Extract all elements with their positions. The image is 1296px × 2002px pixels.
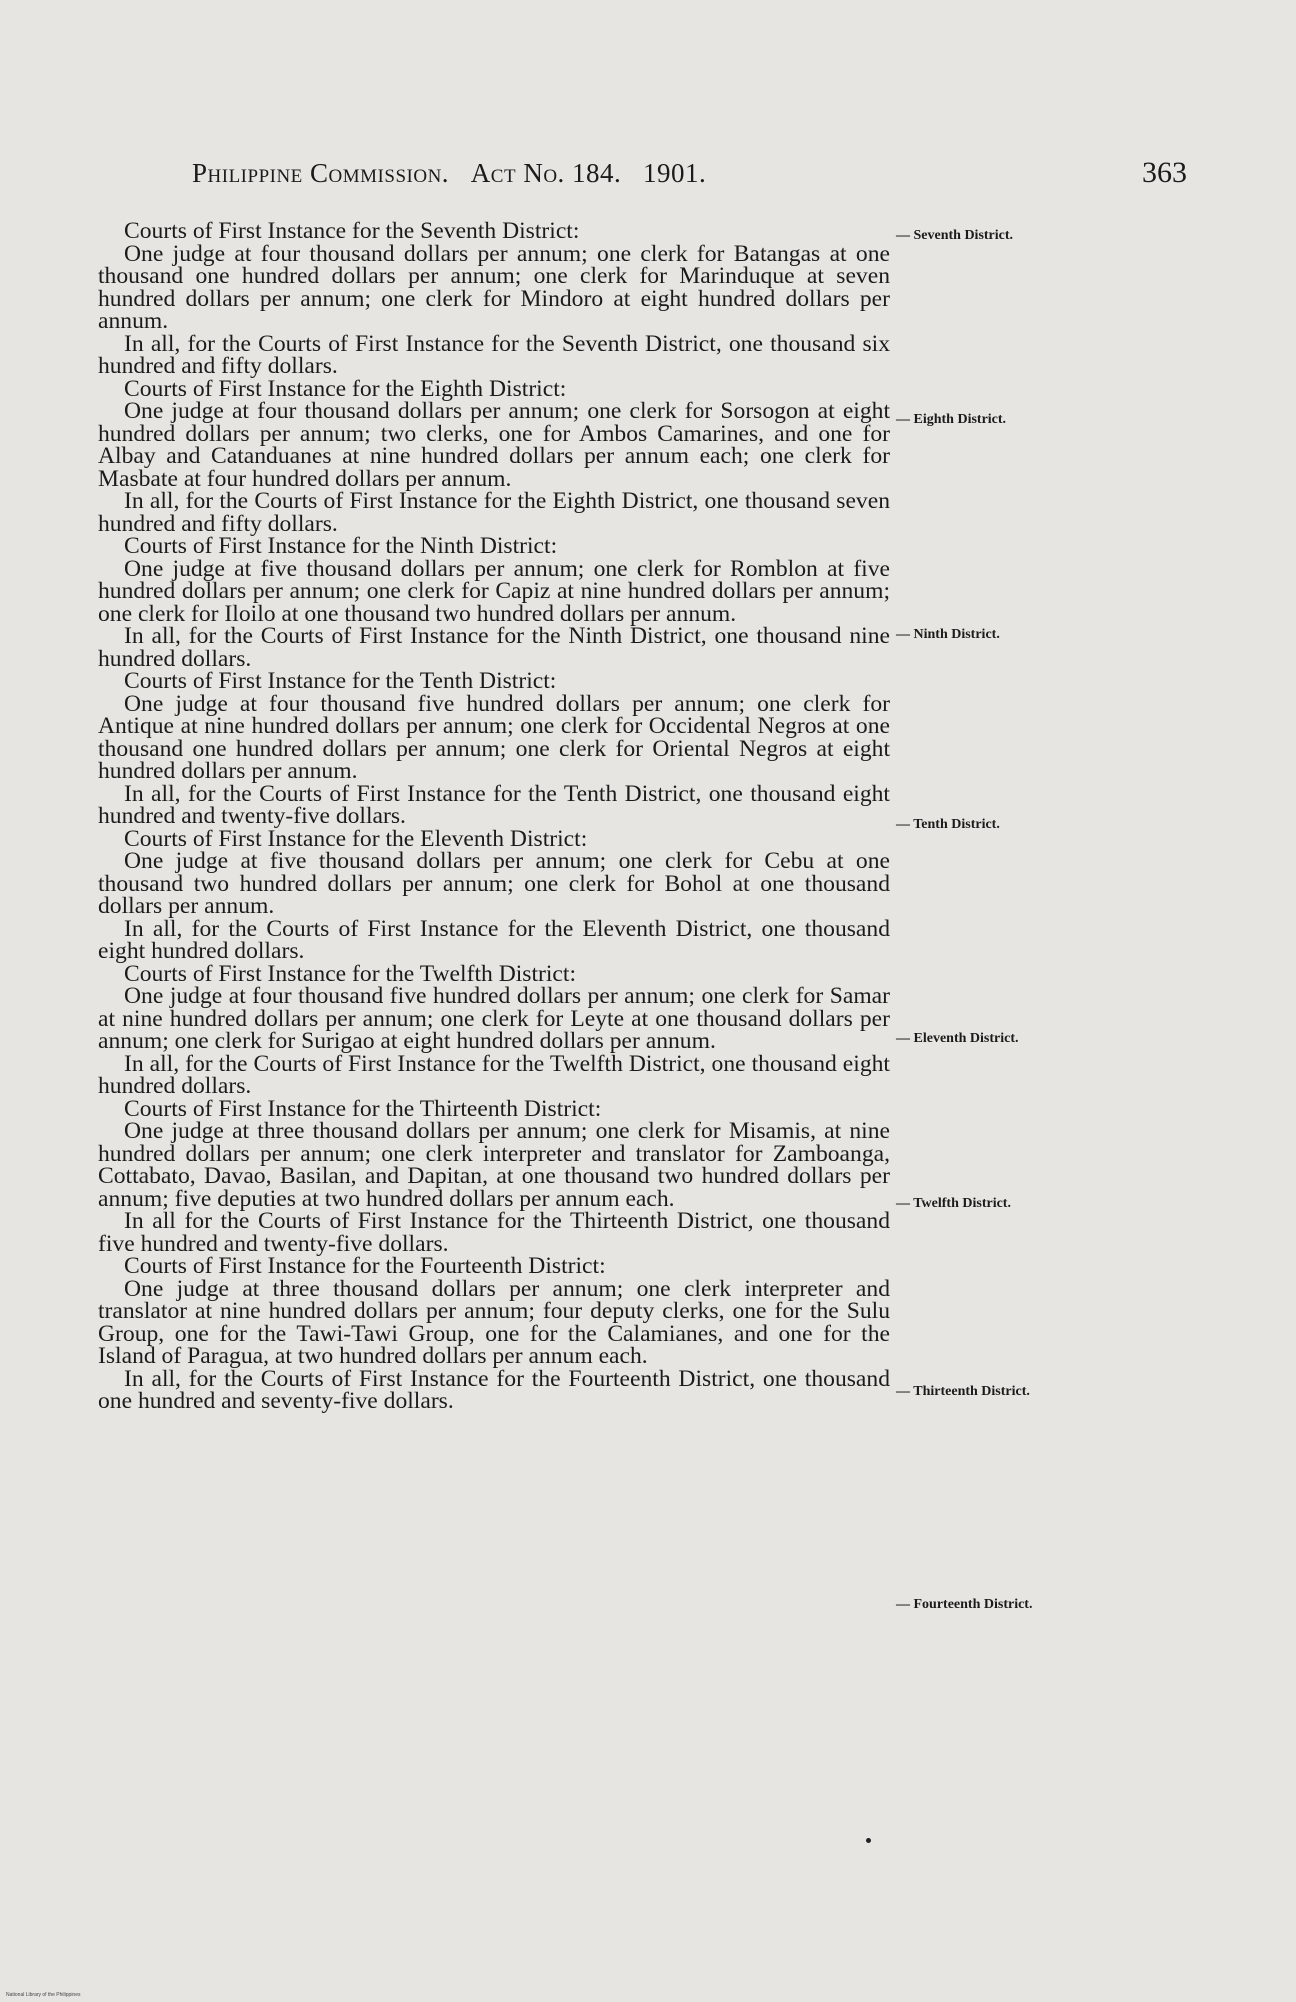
section-title: Courts of First Instance for the Fourteenth District: [124, 1253, 606, 1279]
header-commission: Philippine Commission. [192, 158, 450, 188]
section-twelfth [98, 960, 890, 1099]
running-header [192, 158, 1192, 189]
section-detail: One judge at four thousand dollars per annum; one clerk for Batangas at one thousand one hundred dollars per annum; one clerk for Marinduque at seven hundred dollars per annum; one clerk for Mindoro at eight hundred dollars per annum. [98, 240, 890, 334]
section-total: In all for the Courts of First Instance for the Thirteenth District, one thousand five hundred and twenty-five dollars. [98, 1208, 890, 1257]
section-detail: One judge at three thousand dollars per annum; one clerk for Misamis, at nine hundred dollars per annum; one clerk interpreter and translator for Zamboanga, Cottabato, Davao, Basilan, and Dapitan, at one thousand two hundred dollars per annum; five deputies at two hundred dollars per annum each. [98, 1118, 890, 1212]
section-total: In all, for the Courts of First Instance for the Eighth District, one thousand seven hundred and fifty dollars. [98, 488, 890, 537]
margin-note-twelfth: — Twelfth District. [896, 1196, 1011, 1211]
section-ninth [98, 535, 890, 670]
section-title: Courts of First Instance for the Twelfth District: [124, 960, 577, 987]
section-title: Courts of First Instance for the Tenth District: [124, 668, 557, 694]
margin-note-seventh: — Seventh District. [896, 228, 1014, 243]
section-detail: One judge at four thousand five hundred dollars per annum; one clerk for Antique at nine hundred dollars per annum; one clerk for Occidental Negros at one thousand one hundred dollars per annum; one clerk for Oriental Negros at eight hundred dollars per annum. [98, 690, 890, 784]
margin-note-ninth: — Ninth District. [896, 627, 1000, 642]
section-fourteenth [98, 1255, 890, 1413]
margin-note-thirteenth: — Thirteenth District. [896, 1384, 1030, 1399]
section-total: In all, for the Courts of First Instance for the Tenth District, one thousand eight hundred and twenty-five dollars. [98, 780, 890, 829]
scan-footer: National Library of the Philippines [6, 1992, 81, 1998]
section-tenth [98, 670, 890, 828]
section-title: Courts of First Instance for the Thirteenth District: [124, 1095, 602, 1122]
section-seventh [98, 220, 890, 378]
margin-note-tenth: — Tenth District. [896, 817, 1000, 832]
header-act: Act No. 184. [470, 158, 622, 188]
section-total: In all, for the Courts of First Instance for the Fourteenth District, one thousand one hundred and seventy-five dollars. [98, 1365, 890, 1414]
body-text [98, 220, 890, 1413]
section-title: Courts of First Instance for the Seventh District: [124, 218, 580, 244]
margin-note-eighth: — Eighth District. [896, 412, 1007, 427]
section-total: In all, for the Courts of First Instance for the Twelfth District, one thousand eight hundred dollars. [98, 1050, 890, 1099]
section-detail: One judge at three thousand dollars per annum; one clerk interpreter and translator at nine hundred dollars per annum; four deputy clerks, one for the Sulu Group, one for the Tawi-Tawi Group, one for the Calamianes, and one for the Island of Paragua, at two hundred dollars per annum each. [98, 1275, 890, 1369]
margin-note-eleventh: — Eleventh District. [896, 1031, 1019, 1046]
page-number: 363 [1142, 156, 1187, 189]
section-detail: One judge at five thousand dollars per annum; one clerk for Cebu at one thousand two hundred dollars per annum; one clerk for Bohol at one thousand dollars per annum. [98, 848, 890, 919]
section-title: Courts of First Instance for the Eighth District: [124, 375, 567, 402]
section-eighth [98, 375, 890, 537]
section-eleventh [98, 825, 890, 964]
section-title: Courts of First Instance for the Ninth District: [124, 533, 558, 559]
header-year: 1901. [643, 158, 707, 188]
section-total: In all, for the Courts of First Instance for the Ninth District, one thousand nine hundred dollars. [98, 623, 890, 672]
section-total: In all, for the Courts of First Instance for the Seventh District, one thousand six hundred and fifty dollars. [98, 330, 890, 379]
ink-dot [866, 1838, 871, 1843]
section-detail: One judge at four thousand dollars per annum; one clerk for Sorsogon at eight hundred dollars per annum; two clerks, one for Ambos Camarines, and one for Albay and Catanduanes at nine hundred dollars per annum each; one clerk for Masbate at four hundred dollars per annum. [98, 398, 890, 492]
margin-note-fourteenth: — Fourteenth District. [896, 1597, 1033, 1612]
section-title: Courts of First Instance for the Eleventh District: [124, 825, 588, 852]
section-thirteenth [98, 1095, 890, 1257]
section-detail: One judge at four thousand five hundred dollars per annum; one clerk for Samar at nine hundred dollars per annum; one clerk for Leyte at one thousand dollars per annum; one clerk for Surigao at eight hundred dollars per annum. [98, 983, 890, 1054]
section-total: In all, for the Courts of First Instance for the Eleventh District, one thousand eight hundred dollars. [98, 915, 890, 964]
section-detail: One judge at five thousand dollars per annum; one clerk for Romblon at five hundred dollars per annum; one clerk for Capiz at nine hundred dollars per annum; one clerk for Iloilo at one thousand two hundred dollars per annum. [98, 555, 890, 627]
